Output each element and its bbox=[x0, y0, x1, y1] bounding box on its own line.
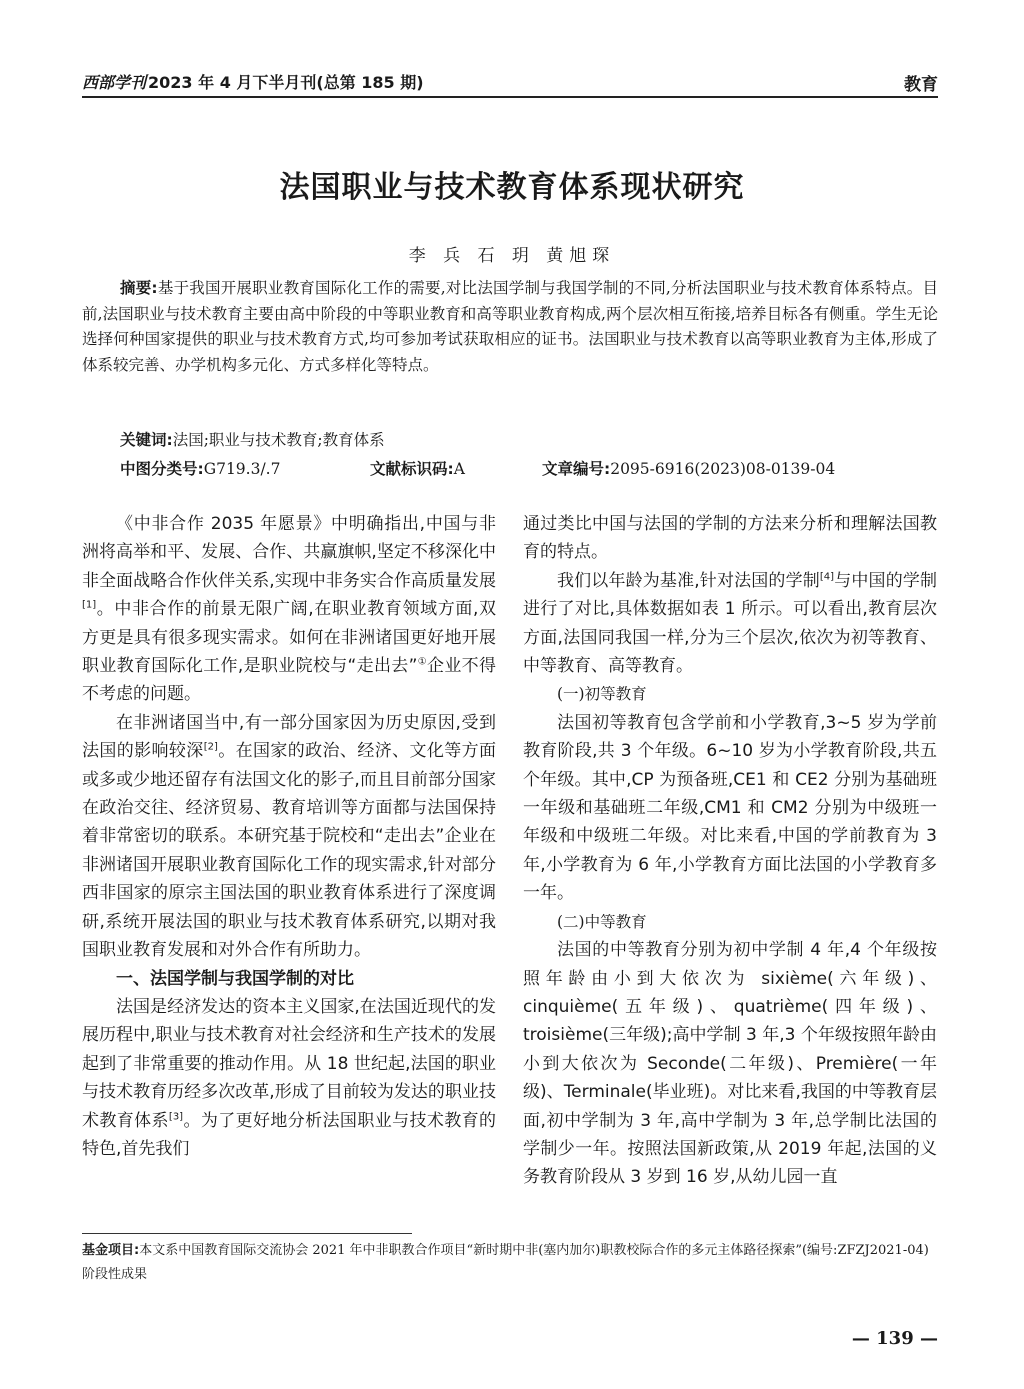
issue-info: 2023 年 4 月下半月刊(总第 185 期) bbox=[148, 73, 424, 92]
citation: [4] bbox=[819, 571, 835, 583]
citation: [1] bbox=[82, 599, 97, 611]
section-heading: 一、法国学制与我国学制的对比 bbox=[116, 968, 354, 989]
page-number: — 139 — bbox=[851, 1328, 938, 1349]
doc-code bbox=[370, 457, 465, 479]
clc-value: G719.3/.7 bbox=[203, 460, 281, 478]
subsection-heading: (一)初等教育 bbox=[557, 685, 647, 704]
running-header bbox=[82, 68, 938, 96]
subsection-heading: (二)中等教育 bbox=[557, 912, 647, 931]
id-label: 文章编号: bbox=[542, 460, 611, 478]
citation: [2] bbox=[203, 741, 218, 753]
footnote-rule bbox=[82, 1233, 412, 1234]
text: 我们以年龄为基准,针对法国的学制 bbox=[557, 570, 820, 591]
text: 。在国家的政治、经济、文化等方面或多或少地还留存有法国文化的影子,而且目前部分国家在政治交往、经济贸易、教育培训等方面都与法国保持着非常密切的联系。本研究基于院校和“走出去”企业在非洲诸国开展职业教育国际化工作的现实需求,针对部分西非国家的原宗主国法国的职业教育体系进行了深度调研,系统开展法国的职业与技术教育体系研究,以期对我国职业教育发展和对外合作有所助力。 bbox=[82, 741, 497, 961]
text: 法国是经济发达的资本主义国家,在法国近现代的发展历程中,职业与技术教育对社会经济和生产技术的发展起到了非常重要的推动作用。从 18 世纪起,法国的职业与技术教育历经多次改革,形成了目前较为发达的职业技术教育体系 bbox=[82, 996, 496, 1131]
paragraph bbox=[82, 510, 496, 709]
text: 《中非合作 2035 年愿景》中明确指出,中国与非洲将高举和平、发展、合作、共赢旗帜,坚定不移深化中非全面战略合作伙伴关系,实现中非务实合作高质量发展 bbox=[82, 514, 496, 591]
id-value: 2095-6916(2023)08-0139-04 bbox=[610, 460, 836, 478]
paragraph bbox=[82, 993, 496, 1163]
keywords-label: 关键词: bbox=[120, 431, 173, 449]
keywords bbox=[120, 428, 385, 450]
clc-number bbox=[120, 457, 280, 479]
doc-label: 文献标识码: bbox=[370, 460, 454, 478]
keywords-text: 法国;职业与技术教育;教育体系 bbox=[172, 431, 385, 449]
funding-text: 本文系中国教育国际交流协会 2021 年中非职教合作项目“新时期中非(塞内加尔)职教校际合作的多元主体路径探索”(编号:ZFZJ2021-04)阶段性成果 bbox=[82, 1243, 929, 1282]
journal-issue bbox=[82, 70, 424, 93]
authors: 李 兵 石 玥 黄旭琛 bbox=[408, 246, 616, 266]
paragraph bbox=[523, 567, 937, 681]
paragraph bbox=[82, 709, 496, 965]
citation: [3] bbox=[168, 1110, 184, 1122]
left-column bbox=[82, 510, 496, 1163]
abstract-text: 基于我国开展职业教育国际化工作的需要,对比法国学制与我国学制的不同,分析法国职业与技术教育体系特点。目前,法国职业与技术教育主要由高中阶段的中等职业教育和高等职业教育构成,两个层次相互衔接,培养目标各有侧重。学生无论选择何种国家提供的职业与技术教育方式,均可参加考试获取相应的证书。法国职业与技术教育以高等职业教育为主体,形成了体系较完善、办学机构多元化、方式多样化等特点。 bbox=[82, 279, 939, 374]
paragraph: 法国的中等教育分别为初中学制 4 年,4 个年级按照年龄由小到大依次为 sixième(六年级)、cinquième(五年级)、quatrième(四年级)、troisième(三年级);高中学制 3 年,3 个年级按照年龄由小到大依次为 Seconde(二年级)、Première(一年级)、Terminale(毕业班)。对比来看,我国的中等教育层面,初中学制为 3 年,高中学制为 3 年,总学制比法国的学制少一年。按照法国新政策,从 2019 年起,法国的义务教育阶段从 3 岁到 16 岁,从幼儿园一直 bbox=[523, 940, 937, 1188]
section-name: 教育 bbox=[904, 75, 938, 95]
article-title: 法国职业与技术教育体系现状研究 bbox=[279, 170, 745, 205]
paragraph: 通过类比中国与法国的学制的方法来分析和理解法国教育的特点。 bbox=[523, 514, 937, 563]
text: 。中非合作的前景无限广阔,在职业教育领域方面,双方更是具有很多现实需求。如何在非洲诸国更好地开展职业教育国际化工作,是职业院校与“走出去” bbox=[82, 599, 496, 677]
funding-note bbox=[82, 1239, 938, 1287]
abstract-label: 摘要: bbox=[120, 279, 158, 297]
funding-label: 基金项目: bbox=[82, 1243, 140, 1258]
right-column bbox=[523, 510, 937, 1192]
journal-logo: 西部学刊 bbox=[82, 73, 147, 92]
doc-value: A bbox=[453, 460, 465, 478]
abstract bbox=[82, 276, 938, 378]
text: 。为了更好地分析法国职业与技术教育的特色,首先我们 bbox=[82, 1110, 497, 1159]
footnote-marker: ① bbox=[417, 656, 428, 668]
text: 企业不得不考虑的问题。 bbox=[82, 656, 496, 705]
text: 与中国的学制进行了对比,具体数据如表 1 所示。可以看出,教育层次方面,法国同我国一样,分为三个层次,依次为初等教育、中等教育、高等教育。 bbox=[523, 570, 938, 677]
paragraph: 法国初等教育包含学前和小学教育,3~5 岁为学前教育阶段,共 3 个年级。6~10 岁为小学教育阶段,共五个年级。其中,CP 为预备班,CE1 和 CE2 分别为基础班一年级和基础班二年级,CM1 和 CM2 分别为中级班一年级和中级班二年级。对比来看,中国的学前教育为 3 年,小学教育为 6 年,小学教育方面比法国的小学教育多一年。 bbox=[523, 712, 937, 904]
article-id bbox=[542, 457, 835, 479]
clc-label: 中图分类号: bbox=[120, 460, 204, 478]
text: 在非洲诸国当中,有一部分国家因为历史原因,受到法国的影响较深 bbox=[82, 712, 496, 762]
header-rule bbox=[82, 96, 938, 98]
